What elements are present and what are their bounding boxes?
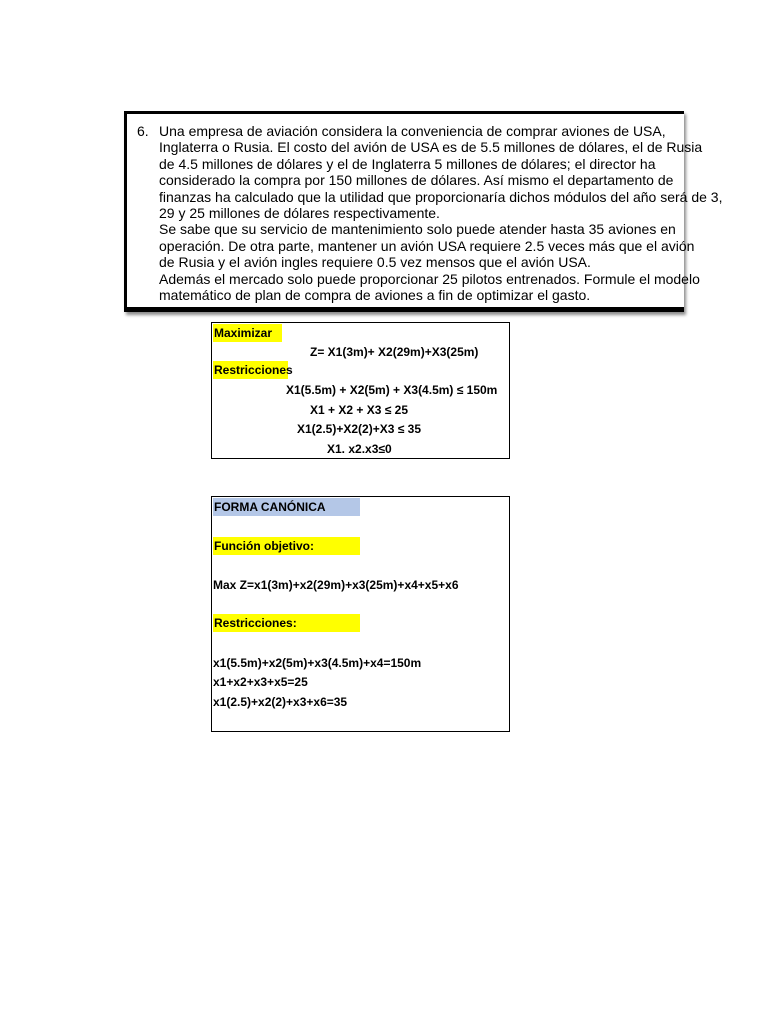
problem-line: considerado la compra por 150 millones de dólares. Así mismo el departamento de: [159, 172, 674, 189]
problem-line: finanzas ha calculado que la utilidad que proporcionaría dichos módulos del año será de 3,: [159, 188, 723, 205]
canonical-constraint-budget: x1(5.5m)+x2(5m)+x3(4.5m)+x4=150m: [213, 656, 422, 670]
objective-label: Función objetivo:: [213, 537, 360, 555]
problem-line: operación. De otra parte, mantener un avión USA requiere 2.5 veces más que el avión: [159, 237, 695, 254]
canonical-form-box: [211, 496, 510, 732]
canonical-title: FORMA CANÓNICA: [213, 498, 360, 516]
constraint-pilots: X1 + X2 + X3 ≤ 25: [310, 403, 408, 417]
problem-line: de 4.5 millones de dólares y el de Inglaterra 5 millones de dólares; el director ha: [159, 155, 656, 172]
problem-line: Inglaterra o Rusia. El costo del avión de USA es de 5.5 millones de dólares, el de Rusia: [159, 139, 703, 156]
problem-number: 6.: [137, 123, 149, 139]
problem-line: matemático de plan de compra de aviones a fin de optimizar el gasto.: [159, 287, 591, 304]
canonical-restrictions-label: Restricciones:: [213, 614, 360, 632]
constraint-maintenance: X1(2.5)+X2(2)+X3 ≤ 35: [297, 422, 421, 436]
constraint-budget: X1(5.5m) + X2(5m) + X3(4.5m) ≤ 150m: [286, 383, 498, 397]
objective-function: Z= X1(3m)+ X2(29m)+X3(25m): [310, 345, 479, 359]
problem-line: 29 y 25 millones de dólares respectivamente.: [159, 205, 440, 222]
problem-text-clip: [127, 114, 723, 307]
maximize-label: Maximizar: [213, 324, 282, 342]
problem-line: Además el mercado solo puede proporcionar 25 pilotos entrenados. Formule el modelo: [159, 270, 700, 287]
problem-statement: [124, 111, 723, 312]
canonical-objective: Max Z=x1(3m)+x2(29m)+x3(25m)+x4+x5+x6: [213, 578, 459, 592]
canonical-constraint-maintenance: x1(2.5)+x2(2)+x3+x6=35: [213, 695, 348, 709]
constraint-nonnegativity: X1. x2.x3≤0: [327, 442, 392, 456]
problem-line: de Rusia y el avión ingles requiere 0.5 vez mensos que el avión USA.: [159, 254, 591, 271]
canonical-constraint-pilots: x1+x2+x3+x5=25: [213, 675, 308, 689]
problem-text: [159, 123, 723, 304]
restrictions-label: Restricciones: [214, 363, 293, 377]
problem-line: Se sabe que su servicio de mantenimiento solo puede atender hasta 35 aviones en: [159, 221, 676, 238]
problem-line: Una empresa de aviación considera la conveniencia de comprar aviones de USA,: [159, 123, 666, 139]
model-box: [211, 322, 510, 459]
